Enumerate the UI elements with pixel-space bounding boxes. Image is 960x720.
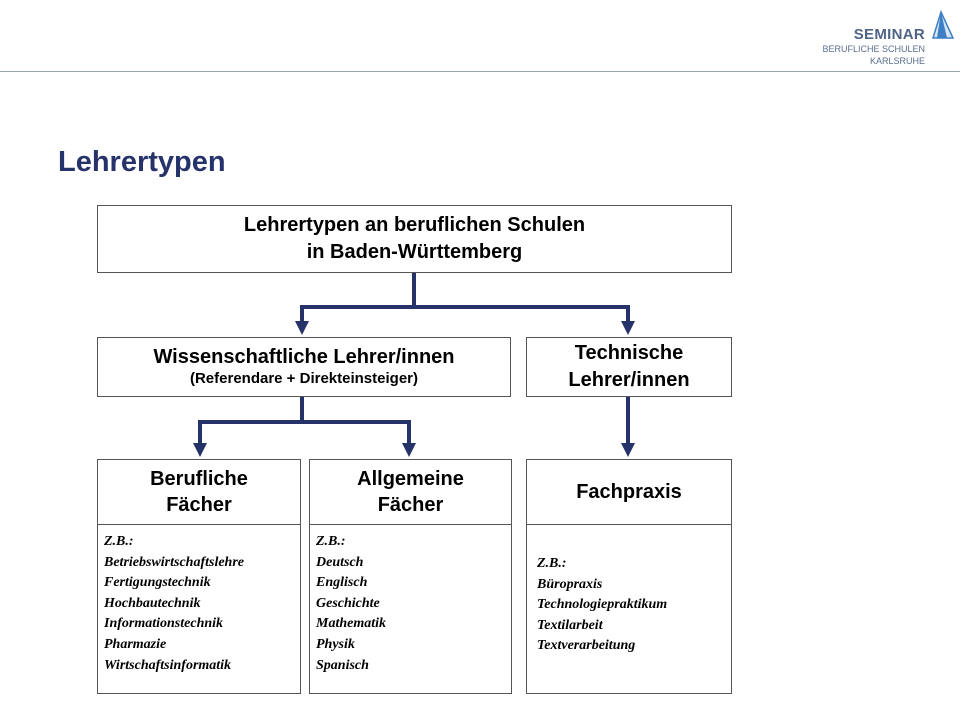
arrow-to-fachpraxis	[621, 443, 635, 457]
berufliche-node	[97, 459, 301, 525]
technische-line-1: Technische	[574, 342, 684, 364]
list-item: Z.B.:	[537, 556, 567, 571]
allgemeine-node	[309, 459, 512, 525]
list-item: Betriebswirtschaftslehre	[104, 554, 245, 570]
arrow-to-allgemeine	[402, 443, 416, 457]
arrow-to-wissenschaftliche	[295, 321, 309, 335]
root-node	[97, 205, 732, 273]
list-item: Spanisch	[316, 657, 369, 673]
berufliche-line-1: Berufliche	[150, 468, 248, 490]
list-item: Textverarbeitung	[537, 638, 636, 654]
list-item: Büropraxis	[537, 576, 603, 592]
page-title: Lehrertypen	[58, 146, 226, 178]
list-item: Z.B.:	[316, 534, 346, 549]
allgemeine-line-2: Fächer	[377, 494, 444, 516]
logo-subtitle-2: KARLSRUHE	[869, 56, 925, 66]
list-item: Pharmazie	[104, 636, 167, 652]
wissenschaftliche-node	[97, 337, 511, 397]
root-line-1: Lehrertypen an beruflichen Schulen	[243, 214, 586, 236]
list-item: Z.B.:	[104, 534, 134, 549]
wissenschaftliche-line-2: (Referendare + Direkteinsteiger)	[189, 370, 418, 387]
berufliche-line-2: Fächer	[166, 494, 232, 516]
root-line-2: in Baden-Württemberg	[306, 241, 523, 263]
arrow-to-berufliche	[193, 443, 207, 457]
wiss-branch-line	[200, 422, 409, 444]
arrow-to-technische	[621, 321, 635, 335]
wissenschaftliche-line-1: Wissenschaftliche Lehrer/innen	[153, 346, 455, 368]
allgemeine-examples	[309, 525, 512, 694]
fachpraxis-title: Fachpraxis	[576, 481, 682, 503]
technische-node	[526, 337, 732, 397]
logo-name: SEMINAR	[853, 26, 925, 43]
list-item: Technologiepraktikum	[537, 597, 668, 613]
list-item: Geschichte	[316, 595, 380, 611]
list-item: Hochbautechnik	[104, 595, 201, 611]
list-item: Fertigungstechnik	[104, 575, 211, 591]
list-item: Informationstechnik	[104, 616, 224, 632]
fachpraxis-node	[526, 459, 732, 525]
list-item: Mathematik	[316, 616, 387, 632]
technische-line-2: Lehrer/innen	[568, 369, 690, 391]
list-item: Wirtschaftsinformatik	[104, 657, 232, 673]
allgemeine-line-1: Allgemeine	[357, 468, 464, 490]
fachpraxis-examples	[526, 525, 732, 694]
root-branch-line	[302, 307, 628, 322]
berufliche-examples	[97, 525, 301, 694]
list-item: Textilarbeit	[537, 617, 603, 633]
list-item: Englisch	[316, 575, 368, 591]
list-item: Physik	[316, 636, 355, 652]
logo-subtitle-1: BERUFLICHE SCHULEN	[822, 44, 925, 54]
list-item: Deutsch	[316, 554, 364, 570]
